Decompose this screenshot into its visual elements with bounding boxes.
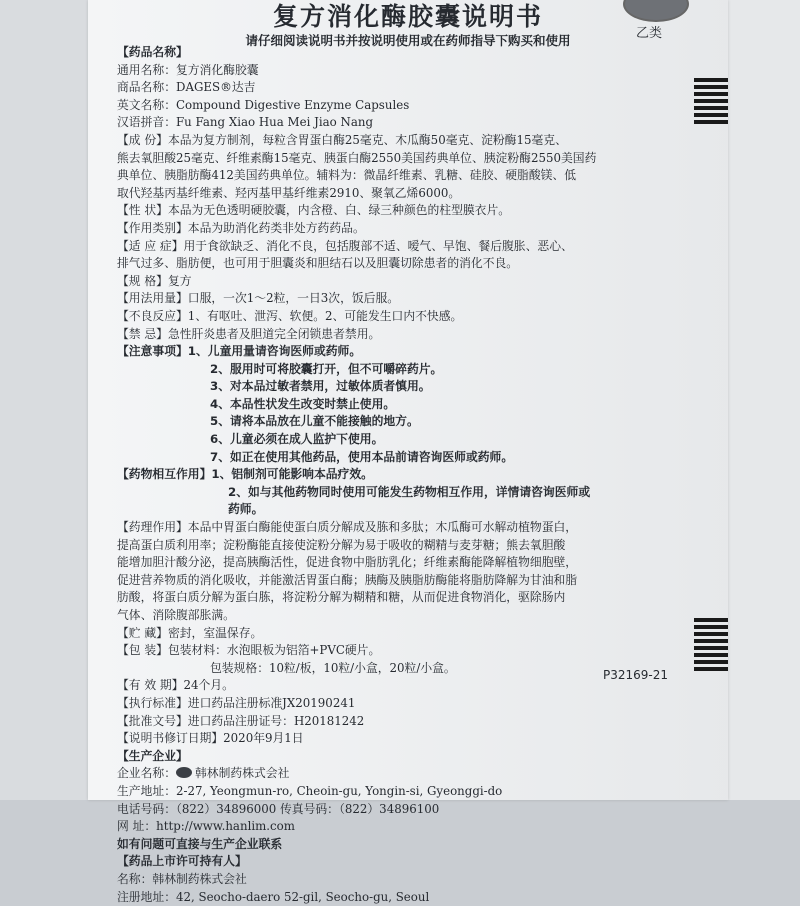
edge-barcode-icon-bottom [694, 618, 728, 674]
text-line-content: 【用法用量】口服，一次1～2粒，一日3次，饭后服。 [117, 291, 399, 305]
text-line [117, 114, 697, 132]
text-line [117, 326, 697, 344]
text-line-content: 熊去氧胆酸25毫克、纤维素酶15毫克、胰蛋白酶2550美国药典单位、胰淀粉酶2550美国药 [117, 151, 596, 165]
text-line-content: 取代羟基丙基纤维素、羟丙基甲基纤维素2910、聚氧乙烯6000。 [117, 186, 460, 200]
company-name: 韩林制药株式会社 [195, 766, 289, 780]
text-line-content: 包装规格：10粒/板，10粒/小盒，20粒/小盒。 [210, 661, 456, 675]
text-line-content: 商品名称：DAGES®达吉 [117, 80, 255, 94]
text-line-content: 【药物相互作用】1、铝制剂可能影响本品疗效。 [117, 467, 373, 481]
text-line [117, 431, 697, 449]
text-line [117, 238, 697, 256]
text-line [117, 132, 697, 150]
text-line-content: 【执行标准】进口药品注册标准JX20190241 [117, 696, 355, 710]
text-line [117, 185, 697, 203]
text-line-content: 【成 份】本品为复方制剂，每粒含胃蛋白酶25毫克、木瓜酶50毫克、淀粉酶15毫克、 [117, 133, 567, 147]
leaflet-body [117, 44, 697, 906]
otc-class-label: 乙类 [636, 22, 662, 41]
text-line-content: 企业名称： [117, 766, 176, 780]
text-line-content: 【药理作用】本品中胃蛋白酶能使蛋白质分解成及胨和多肽；木瓜酶可水解动植物蛋白， [117, 520, 577, 534]
text-line [117, 713, 697, 731]
batch-code: P32169-21 [603, 668, 668, 682]
document-title: 复方消化酶胶囊说明书 [88, 0, 728, 34]
text-line-content: 如有问题可直接与生产企业联系 [117, 837, 282, 851]
text-line [117, 484, 697, 502]
text-line [117, 519, 697, 537]
text-line [117, 290, 697, 308]
text-line [117, 62, 697, 80]
edge-barcode-icon [694, 78, 728, 127]
text-line-content: 【贮 藏】密封，室温保存。 [117, 626, 262, 640]
text-line [117, 378, 697, 396]
text-line [117, 889, 697, 906]
text-line [117, 642, 697, 660]
text-line [117, 396, 697, 414]
text-line [117, 818, 697, 836]
text-line-content: 3、对本品过敏者禁用，过敏体质者慎用。 [210, 379, 431, 393]
text-line [117, 554, 697, 572]
text-line-content: 提高蛋白质利用率；淀粉酶能直接使淀粉分解为易于吸收的糊精与麦芽糖；熊去氧胆酸 [117, 538, 565, 552]
text-line [117, 150, 697, 168]
text-line-content: 气体、消除腹部胀满。 [117, 608, 235, 622]
text-line-content: 2、如与其他药物同时使用可能发生药物相互作用，详情请咨询医师或 [228, 485, 590, 499]
text-line-content: 【包 装】包装材料：水泡眼板为铝箔+PVC硬片。 [117, 643, 380, 657]
company-logo-icon [176, 767, 192, 778]
text-line [117, 167, 697, 185]
text-line [117, 748, 697, 766]
text-line [117, 220, 697, 238]
document-subtitle: 请仔细阅读说明书并按说明使用或在药师指导下购买和使用 [88, 32, 728, 50]
text-line-content: 【不良反应】1、有呕吐、泄泻、软便。2、可能发生口内不快感。 [117, 309, 462, 323]
text-line-content: 7、如正在使用其他药品，使用本品前请咨询医师或药师。 [210, 450, 513, 464]
text-line-content: 【注意事项】1、儿童用量请咨询医师或药师。 [117, 344, 361, 358]
text-line [117, 449, 697, 467]
text-line-content: 6、儿童必须在成人监护下使用。 [210, 432, 383, 446]
text-line-content: 【性 状】本品为无色透明硬胶囊，内含橙、白、绿三种颜色的柱型膜衣片。 [117, 203, 510, 217]
text-line [117, 836, 697, 854]
text-line-content: 【说明书修订日期】2020年9月1日 [117, 731, 304, 745]
text-line [117, 625, 697, 643]
text-line-content: 注册地址：42, Seocho-daero 52-gil, Seocho-gu, Seoul [117, 890, 429, 904]
text-line-content: 名称：韩林制药株式会社 [117, 872, 247, 886]
text-line-content: 通用名称：复方消化酶胶囊 [117, 63, 259, 77]
text-line-content: 【适 应 症】用于食欲缺乏、消化不良，包括腹部不适、嗳气、早饱、餐后腹胀、恶心、 [117, 239, 573, 253]
text-line-content: 能增加胆汁酸分泌，提高胰酶活性，促进食物中脂肪乳化；纤维素酶能降解植物细胞壁， [117, 555, 577, 569]
text-line-content: 电话号码：（822）34896000 传真号码：（822）34896100 [117, 802, 439, 816]
text-line [117, 343, 697, 361]
text-line-content: 【规 格】复方 [117, 274, 192, 288]
text-line [117, 801, 697, 819]
text-line-content: 生产地址：2-27, Yeongmun-ro, Cheoin-gu, Yongin-si, Gyeonggi-do [117, 784, 502, 798]
text-line [117, 97, 697, 115]
text-line-content: 5、请将本品放在儿童不能接触的地方。 [210, 414, 419, 428]
text-line-content: 【批准文号】进口药品注册证号：H20181242 [117, 714, 364, 728]
text-line [117, 695, 697, 713]
text-line [117, 730, 697, 748]
text-line [117, 765, 697, 783]
leaflet-sheet [88, 0, 728, 800]
text-line [117, 537, 697, 555]
text-line [117, 501, 697, 519]
text-line [117, 361, 697, 379]
text-line [117, 572, 697, 590]
background-left [0, 0, 88, 800]
text-line [117, 44, 697, 62]
text-line [117, 466, 697, 484]
text-line-content: 英文名称：Compound Digestive Enzyme Capsules [117, 98, 409, 112]
text-line [117, 79, 697, 97]
text-line-content: 2、服用时可将胶囊打开，但不可嚼碎药片。 [210, 362, 442, 376]
text-line [117, 607, 697, 625]
text-line [117, 589, 697, 607]
text-line-content: 肪酸，将蛋白质分解为蛋白胨，将淀粉分解为糊精和糖，从而促进食物消化，驱除肠内 [117, 590, 565, 604]
text-line-content: 网 址：http://www.hanlim.com [117, 819, 295, 833]
text-line-content: 【禁 忌】急性肝炎患者及胆道完全闭锁患者禁用。 [117, 327, 380, 341]
text-line [117, 413, 697, 431]
text-line-content: 【药品上市许可持有人】 [117, 854, 247, 868]
text-line-content: 【作用类别】本品为助消化药类非处方药药品。 [117, 221, 365, 235]
background-right [728, 0, 800, 800]
text-line [117, 202, 697, 220]
text-line-content: 排气过多、脂肪便，也可用于胆囊炎和胆结石以及胆囊切除患者的消化不良。 [117, 256, 518, 270]
text-line-content: 促进营养物质的消化吸收，并能激活胃蛋白酶；胰酶及胰脂肪酶能将脂肪降解为甘油和脂 [117, 573, 577, 587]
text-line-content: 典单位、胰脂肪酶412美国药典单位。辅料为：微晶纤维素、乳糖、硅胶、硬脂酸镁、低 [117, 168, 576, 182]
text-line [117, 783, 697, 801]
text-line [117, 255, 697, 273]
text-line [117, 308, 697, 326]
text-line-content: 药师。 [228, 502, 263, 516]
text-line [117, 273, 697, 291]
text-line-content: 4、本品性状发生改变时禁止使用。 [210, 397, 395, 411]
text-line-content: 汉语拼音：Fu Fang Xiao Hua Mei Jiao Nang [117, 115, 373, 129]
text-line-content: 【有 效 期】24个月。 [117, 678, 234, 692]
text-line [117, 853, 697, 871]
text-line-content: 【药品名称】 [117, 45, 188, 59]
text-line [117, 871, 697, 889]
text-line-content: 【生产企业】 [117, 749, 188, 763]
